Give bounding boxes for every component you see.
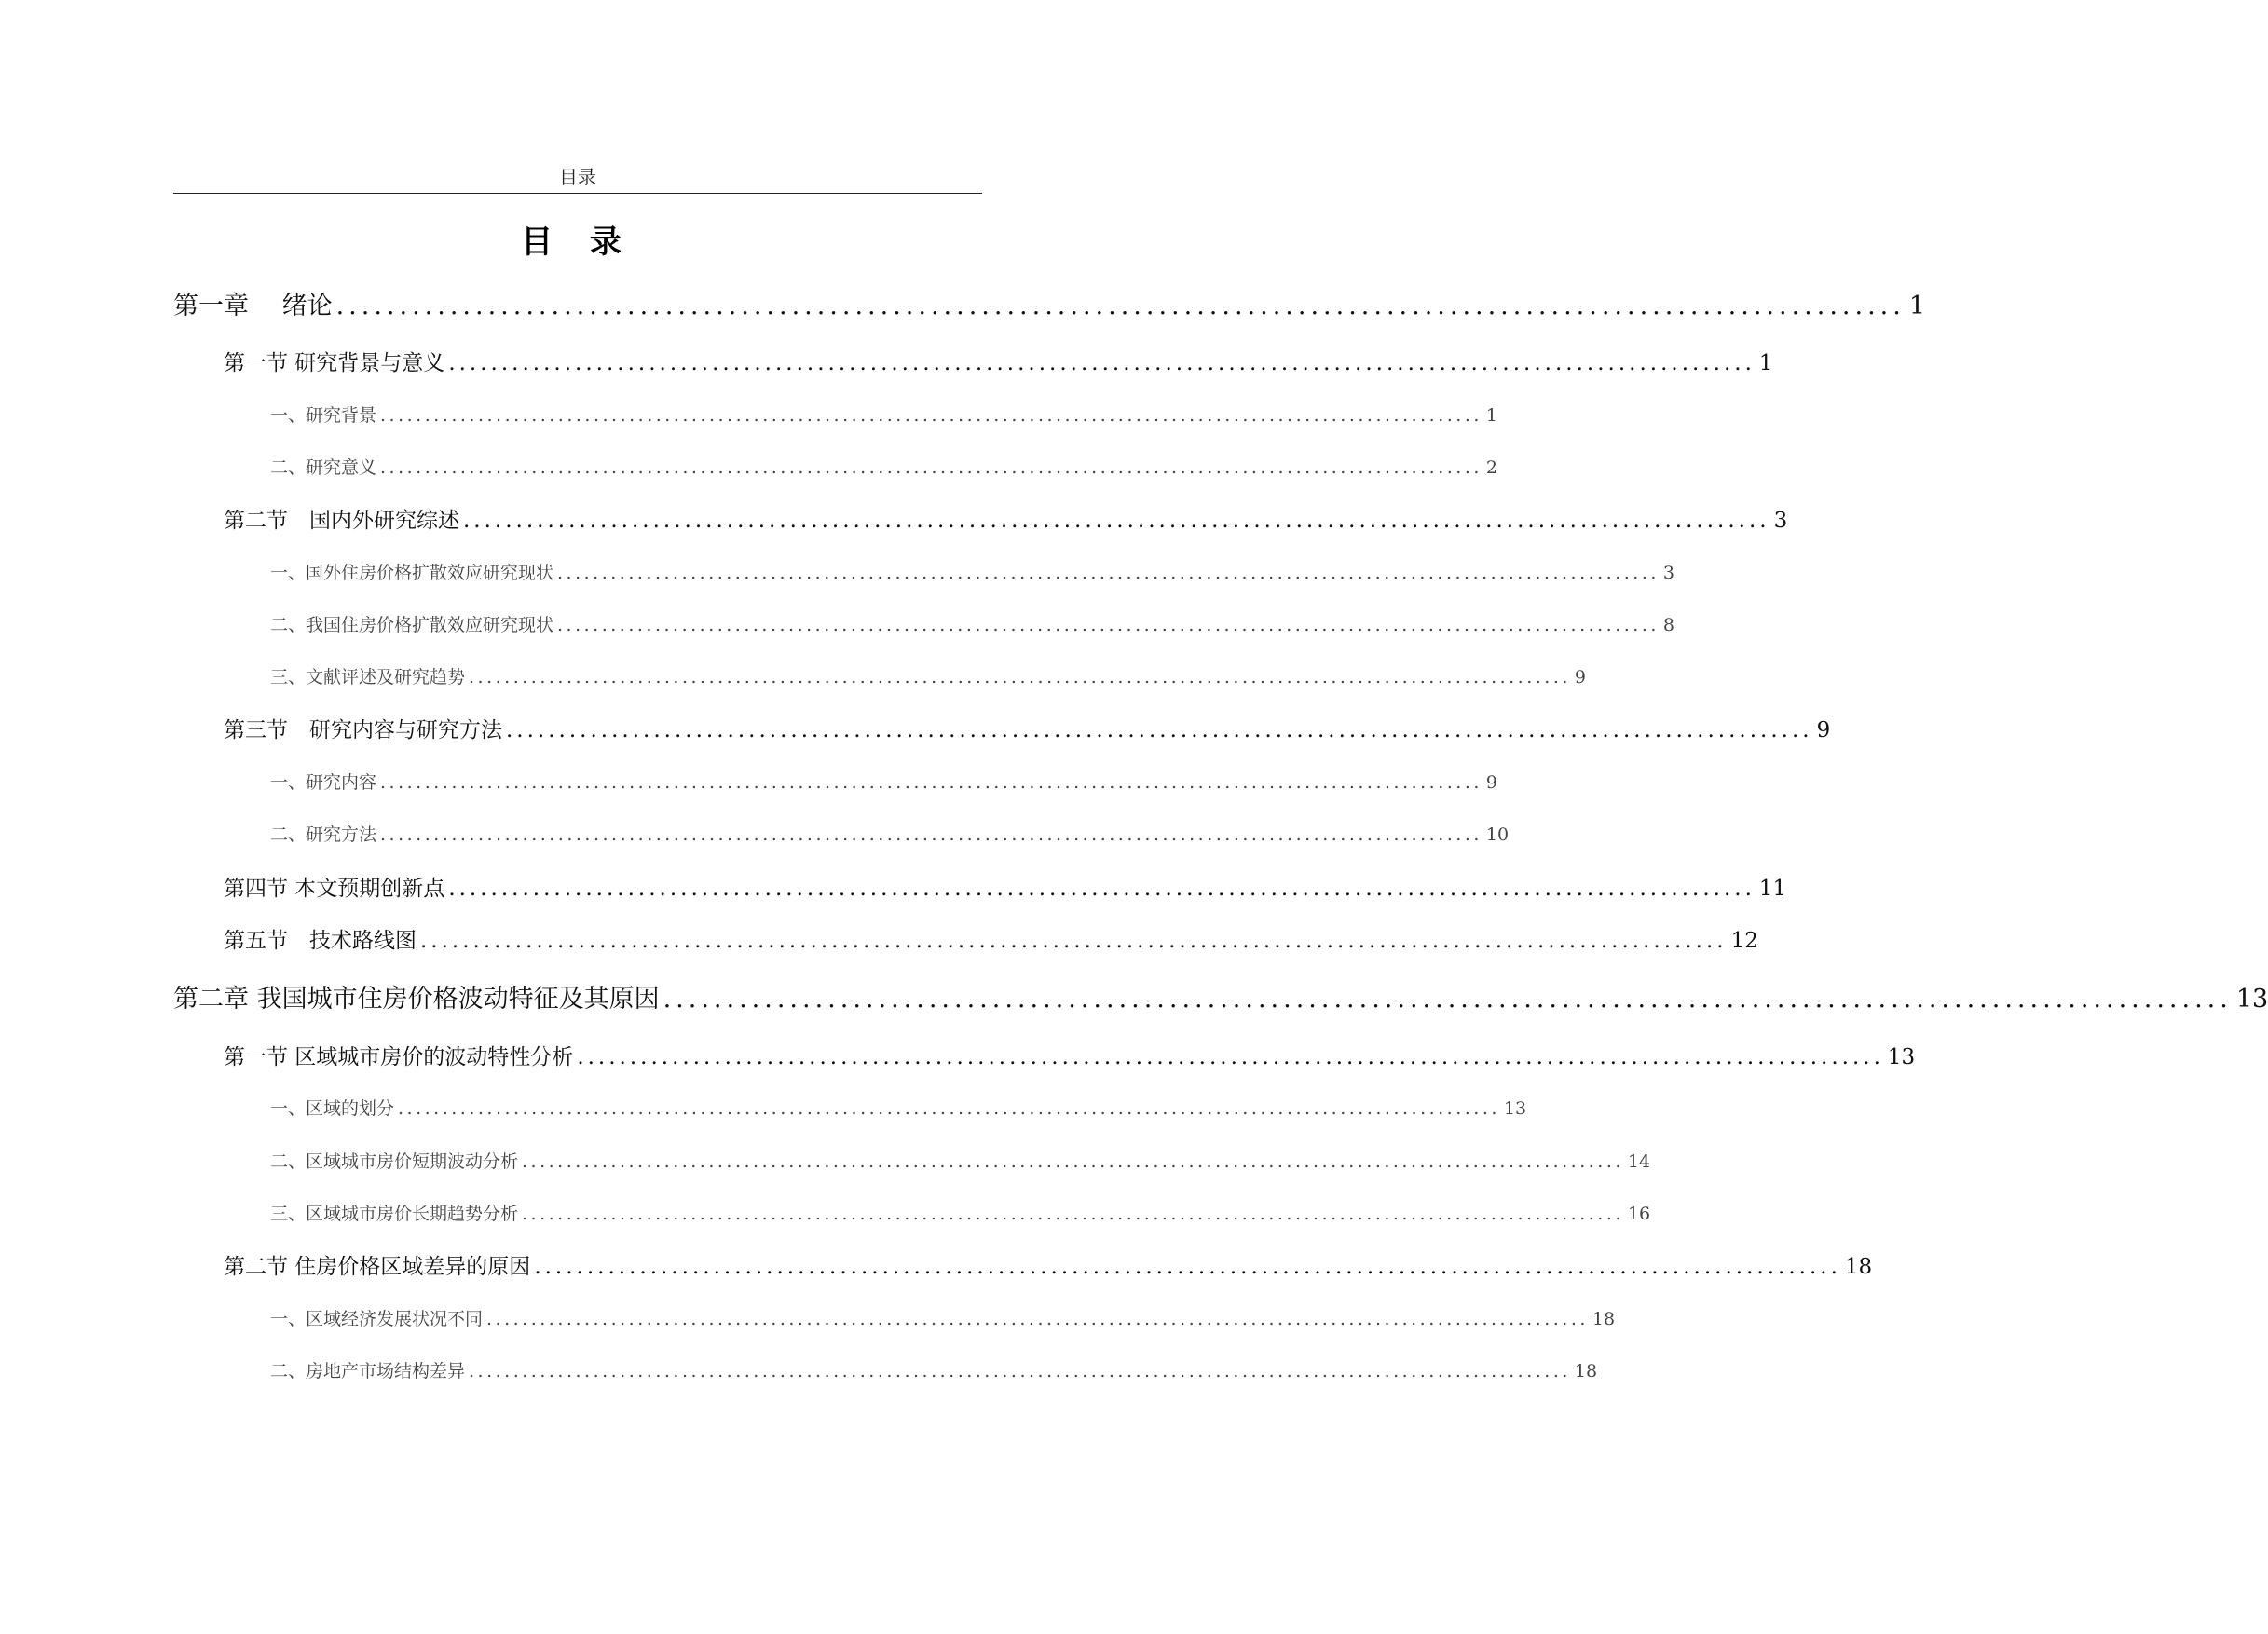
toc-entry-label: 一、研究内容	[270, 772, 377, 793]
toc-leader-dots: ............................................................................................................................	[380, 457, 1482, 478]
toc-subsection-entry[interactable]	[270, 821, 1510, 849]
toc-page-number: 8	[1662, 615, 1675, 635]
toc-page-number: 1	[1758, 351, 1773, 375]
toc-leader-dots: ............................................................................................................................	[557, 563, 1660, 583]
toc-entry-label: 二、区域城市房价短期波动分析	[270, 1151, 519, 1172]
toc-leader-dots: ............................................................................................................................	[335, 292, 1906, 320]
toc-leader-dots: ............................................................................................................................	[486, 1309, 1589, 1329]
toc-entry-label: 第二章 我国城市住房价格波动特征及其原因	[173, 985, 660, 1014]
toc-subsection-entry[interactable]	[270, 1305, 1616, 1333]
toc-page-number: 12	[1730, 929, 1758, 953]
toc-entry-label: 第二节 国内外研究综述	[224, 509, 459, 533]
toc-leader-dots: ............................................................................................................................	[506, 718, 1813, 742]
toc-page-number: 11	[1758, 877, 1787, 901]
toc-leader-dots: ............................................................................................................................	[380, 772, 1482, 793]
toc-page-number: 10	[1485, 824, 1510, 845]
toc-page-number: 18	[1844, 1255, 1873, 1279]
toc-section-entry[interactable]	[224, 713, 1831, 746]
toc-leader-dots: ............................................................................................................................	[448, 877, 1756, 901]
toc-leader-dots: ............................................................................................................................	[557, 615, 1660, 635]
toc-leader-dots: ............................................................................................................................	[469, 667, 1571, 688]
toc-page-number: 18	[1574, 1361, 1598, 1382]
toc-subsection-entry[interactable]	[270, 663, 1587, 691]
toc-entry-label: 二、房地产市场结构差异	[270, 1361, 466, 1382]
toc-entry-label: 第五节 技术路线图	[224, 929, 417, 953]
toc-entry-label: 一、研究背景	[270, 405, 377, 426]
toc-leader-dots: ............................................................................................................................	[469, 1361, 1571, 1382]
toc-leader-dots: ............................................................................................................................	[398, 1098, 1500, 1119]
toc-entry-label: 二、研究方法	[270, 824, 377, 845]
toc-entry-label: 第四节 本文预期创新点	[224, 877, 445, 901]
toc-subsection-entry[interactable]	[270, 454, 1498, 482]
toc-title: 目 录	[521, 224, 635, 261]
toc-leader-dots: ............................................................................................................................	[534, 1255, 1841, 1279]
toc-entry-label: 第二节 住房价格区域差异的原因	[224, 1255, 531, 1279]
header-rule	[173, 193, 982, 194]
toc-leader-dots: ............................................................................................................................	[522, 1204, 1624, 1224]
toc-section-entry[interactable]	[224, 346, 1773, 379]
toc-entry-label: 第一节 区域城市房价的波动特性分析	[224, 1045, 574, 1069]
toc-entry-label: 第一节 研究背景与意义	[224, 351, 445, 375]
toc-subsection-entry[interactable]	[270, 611, 1675, 639]
toc-subsection-entry[interactable]	[270, 769, 1498, 797]
toc-page-number: 9	[1485, 772, 1498, 793]
toc-chapter-entry[interactable]	[173, 978, 2268, 1015]
toc-entry-label: 三、区域城市房价长期趋势分析	[270, 1204, 519, 1224]
toc-entry-label: 一、国外住房价格扩散效应研究现状	[270, 563, 554, 583]
toc-chapter-entry[interactable]	[173, 285, 1926, 322]
toc-page-number: 18	[1592, 1309, 1616, 1329]
toc-section-entry[interactable]	[224, 871, 1787, 905]
toc-page-number: 13	[1887, 1045, 1916, 1069]
toc-subsection-entry[interactable]	[270, 1357, 1598, 1385]
toc-page-number: 13	[1503, 1098, 1527, 1119]
toc-section-entry[interactable]	[224, 923, 1758, 957]
toc-entry-label: 二、我国住房价格扩散效应研究现状	[270, 615, 554, 635]
toc-leader-dots: ............................................................................................................................	[380, 824, 1482, 845]
toc-subsection-entry[interactable]	[270, 1200, 1651, 1228]
toc-page-number: 14	[1627, 1151, 1651, 1172]
toc-page-number: 3	[1773, 509, 1788, 533]
toc-leader-dots: ............................................................................................................................	[448, 351, 1756, 375]
toc-entry-label: 一、区域经济发展状况不同	[270, 1309, 484, 1329]
toc-page-number: 3	[1662, 563, 1675, 583]
toc-leader-dots: ............................................................................................................................	[663, 985, 2233, 1014]
toc-page-number: 13	[2235, 985, 2268, 1014]
toc-section-entry[interactable]	[224, 1249, 1873, 1283]
running-header: 目录	[559, 166, 596, 188]
toc-section-entry[interactable]	[224, 503, 1788, 537]
toc-leader-dots: ............................................................................................................................	[577, 1045, 1884, 1069]
toc-page-number: 1	[1908, 292, 1926, 320]
toc-subsection-entry[interactable]	[270, 1095, 1527, 1123]
toc-leader-dots: ............................................................................................................................	[380, 405, 1482, 426]
toc-page-number: 1	[1485, 405, 1498, 426]
toc-section-entry[interactable]	[224, 1040, 1916, 1073]
toc-entry-label: 三、文献评述及研究趋势	[270, 667, 466, 688]
toc-page-number: 9	[1816, 718, 1831, 742]
toc-leader-dots: ............................................................................................................................	[420, 929, 1728, 953]
toc-entry-label: 第一章 绪论	[173, 292, 333, 320]
toc-page-number: 2	[1485, 457, 1498, 478]
toc-entry-label: 一、区域的划分	[270, 1098, 395, 1119]
toc-subsection-entry[interactable]	[270, 1148, 1651, 1176]
toc-page-number: 16	[1627, 1204, 1651, 1224]
toc-entry-label: 二、研究意义	[270, 457, 377, 478]
toc-entry-label: 第三节 研究内容与研究方法	[224, 718, 502, 742]
toc-subsection-entry[interactable]	[270, 402, 1498, 429]
toc-leader-dots: ............................................................................................................................	[463, 509, 1770, 533]
toc-leader-dots: ............................................................................................................................	[522, 1151, 1624, 1172]
toc-page-number: 9	[1574, 667, 1587, 688]
toc-subsection-entry[interactable]	[270, 559, 1675, 587]
